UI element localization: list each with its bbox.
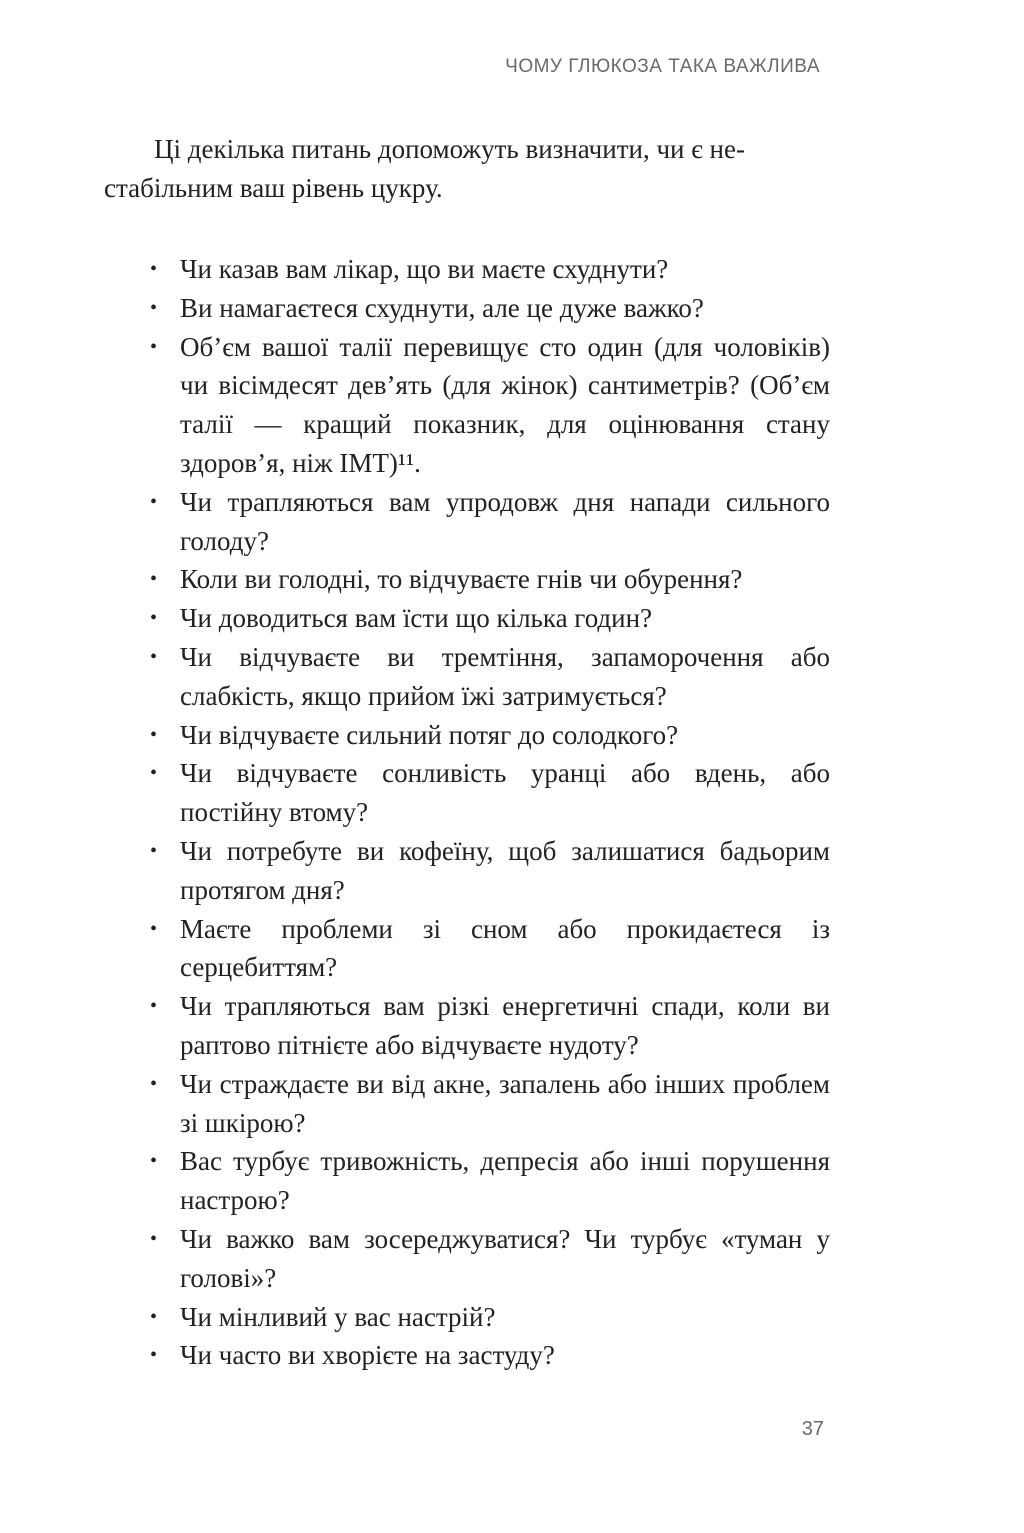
question-text: Коли ви голодні, то відчуваєте гнів чи обурення? [180, 564, 743, 595]
question-item-4 [140, 483, 830, 561]
question-item-2 [140, 289, 830, 328]
question-item-8 [140, 716, 830, 755]
bullet-icon: • [150, 1072, 158, 1095]
page-number: 37 [801, 1418, 824, 1440]
question-text: Чи казав вам лікар, що ви маєте схуднути? [180, 254, 669, 284]
question-text: Чи відчуваєте сонливість уранці або вдень, або постійну втому? [180, 758, 830, 828]
question-text: Чи трапляються вам різкі енергетичні спади, коли ви раптово пітнієте або відчуваєте нудоту? [180, 991, 830, 1060]
question-text: Маєте проблеми зі сном або прокидаєтеся із серцебиттям? [180, 913, 830, 983]
intro-paragraph [104, 130, 830, 208]
question-text: Вас турбує тривожність, депресія або інші порушення настрою? [180, 1146, 830, 1216]
bullet-icon: • [150, 1227, 158, 1250]
bullet-icon: • [150, 258, 158, 280]
question-item-7 [140, 638, 830, 716]
question-text: Чи часто ви хворієте на застуду? [180, 1340, 555, 1371]
question-item-1 [140, 250, 830, 289]
bullet-icon: • [150, 917, 158, 940]
bullet-icon: • [150, 607, 158, 630]
bullet-icon: • [150, 1150, 158, 1173]
question-text: Чи доводиться вам їсти що кілька годин? [180, 603, 653, 634]
bullet-icon: • [150, 839, 158, 862]
bullet-icon: • [150, 723, 158, 746]
question-text: Чи мінливий у вас настрій? [180, 1301, 496, 1332]
question-text: Чи відчуваєте сильний потяг до солодкого? [180, 719, 679, 750]
bullet-icon: • [150, 1344, 158, 1367]
question-item-15 [140, 1220, 830, 1298]
bullet-icon: • [150, 1305, 158, 1328]
running-header: ЧОМУ ГЛЮКОЗА ТАКА ВАЖЛИВА [505, 56, 820, 77]
question-item-12 [140, 987, 830, 1065]
question-item-11 [140, 910, 830, 988]
bullet-icon: • [150, 335, 158, 358]
question-item-13 [140, 1065, 830, 1143]
question-text: Об’єм вашої талії перевищує сто один (для чоловіків) чи вісімдесят дев’ять (для жінок) сантиметрів? (Об’єм талії — кращий показник, для оцінювання стану здоров’я, ніж ІМТ)¹¹. [180, 331, 830, 478]
question-item-3 [140, 328, 830, 483]
intro-line-1: Ці декілька питань допоможуть визначити, чи є не- [154, 134, 745, 164]
question-item-16 [140, 1298, 830, 1337]
question-text: Чи потребуте ви кофеїну, щоб залишатися бадьорим протягом дня? [180, 835, 830, 905]
question-item-9 [140, 754, 830, 832]
bullet-icon: • [150, 995, 158, 1018]
question-item-17 [140, 1336, 830, 1375]
question-text: Чи відчуваєте ви тремтіння, запаморочення або слабкість, якщо прийом їжі затримується? [180, 641, 830, 711]
bullet-icon: • [150, 762, 158, 785]
question-text: Чи страждаєте ви від акне, запалень або інших проблем зі шкірою? [180, 1068, 830, 1138]
question-item-10 [140, 832, 830, 910]
question-item-5 [140, 560, 830, 599]
question-text: Чи важко вам зосереджуватися? Чи турбує «туман у голові»? [180, 1223, 830, 1293]
bullet-icon: • [150, 296, 158, 319]
bullet-icon: • [150, 645, 158, 668]
intro-line-2: стабільним ваш рівень цукру. [104, 173, 443, 203]
bullet-icon: • [150, 490, 158, 513]
bullet-icon: • [150, 568, 158, 591]
questions-list [140, 250, 830, 1375]
question-item-6 [140, 599, 830, 638]
question-text: Ви намагаєтеся схуднути, але це дуже важко? [180, 292, 704, 323]
question-item-14 [140, 1142, 830, 1220]
question-text: Чи трапляються вам упродовж дня напади сильного голоду? [180, 486, 830, 556]
